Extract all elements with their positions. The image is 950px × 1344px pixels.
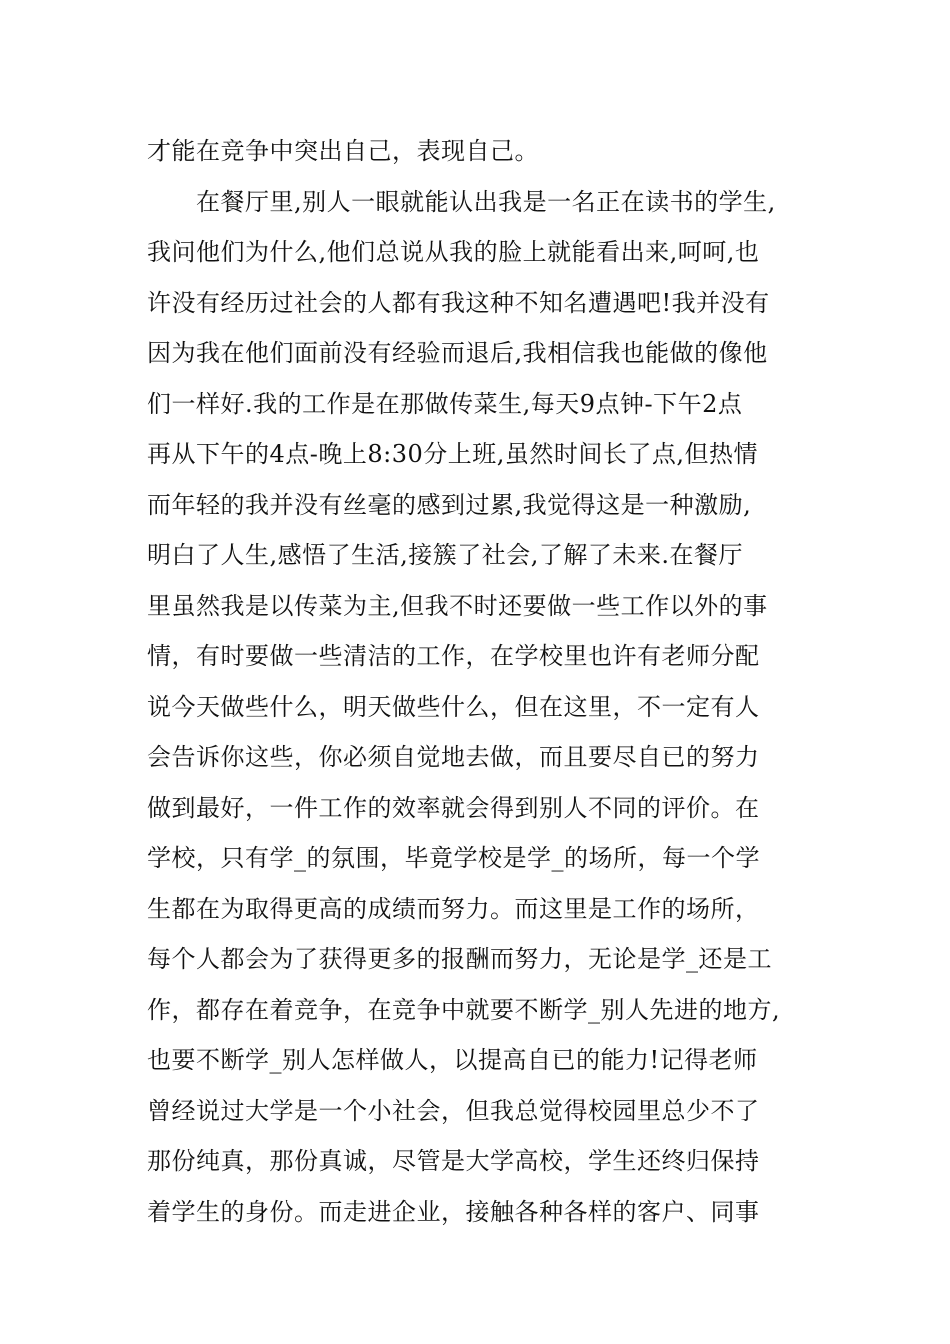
text-line: 明白了人生,感悟了生活,接簇了社会,了解了未来.在餐厅: [147, 541, 744, 569]
text-line: 因为我在他们面前没有经验而退后,我相信我也能做的像他: [147, 339, 768, 367]
text-line: 们一样好.我的工作是在那做传菜生,每天9点钟-下午2点: [147, 389, 743, 418]
text-line: 着学生的身份。而走进企业，接触各种各样的客户、同事: [147, 1197, 760, 1226]
text-line: 会告诉你这些，你必须自觉地去做，而且要尽自已的努力: [147, 743, 760, 771]
text-line: 那份纯真，那份真诚，尽管是大学高校，学生还终归保持: [147, 1147, 760, 1175]
text-line: 说今天做些什么，明天做些什么，但在这里，不一定有人: [147, 692, 760, 721]
text-line: 里虽然我是以传菜为主,但我不时还要做一些工作以外的事: [147, 591, 768, 620]
text-line: 许没有经历过社会的人都有我这种不知名遭遇吧!我并没有: [147, 288, 770, 317]
text-line: 学校，只有学_的氛围，毕竟学校是学_的场所，每一个学: [147, 844, 760, 872]
text-line: 生都在为取得更高的成绩而努力。而这里是工作的场所，: [147, 894, 760, 923]
text-line: 在餐厅里,别人一眼就能认出我是一名正在读书的学生,: [147, 187, 776, 216]
text-line: 做到最好，一件工作的效率就会得到别人不同的评价。在: [147, 793, 760, 822]
text-line: 才能在竞争中突出自己，表现自己。: [147, 137, 539, 165]
text-line: 我问他们为什么,他们总说从我的脸上就能看出来,呵呵,也: [147, 238, 760, 266]
text-line: 作，都存在着竞争，在竞争中就要不断学_别人先进的地方,: [147, 995, 781, 1024]
text-line: 情，有时要做一些清洁的工作，在学校里也许有老师分配: [147, 642, 760, 670]
text-line: 曾经说过大学是一个小社会，但我总觉得校园里总少不了: [147, 1096, 760, 1125]
body-text: [147, 126, 807, 1237]
text-line: 也要不断学_别人怎样做人，以提高自已的能力!记得老师: [147, 1046, 758, 1074]
text-line: 每个人都会为了获得更多的报酬而努力，无论是学_还是工: [147, 945, 772, 973]
text-line: 而年轻的我并没有丝毫的感到过累,我觉得这是一种激励,: [147, 490, 752, 519]
text-line: 再从下午的4点-晚上8:30分上班,虽然时间长了点,但热情: [147, 440, 759, 468]
